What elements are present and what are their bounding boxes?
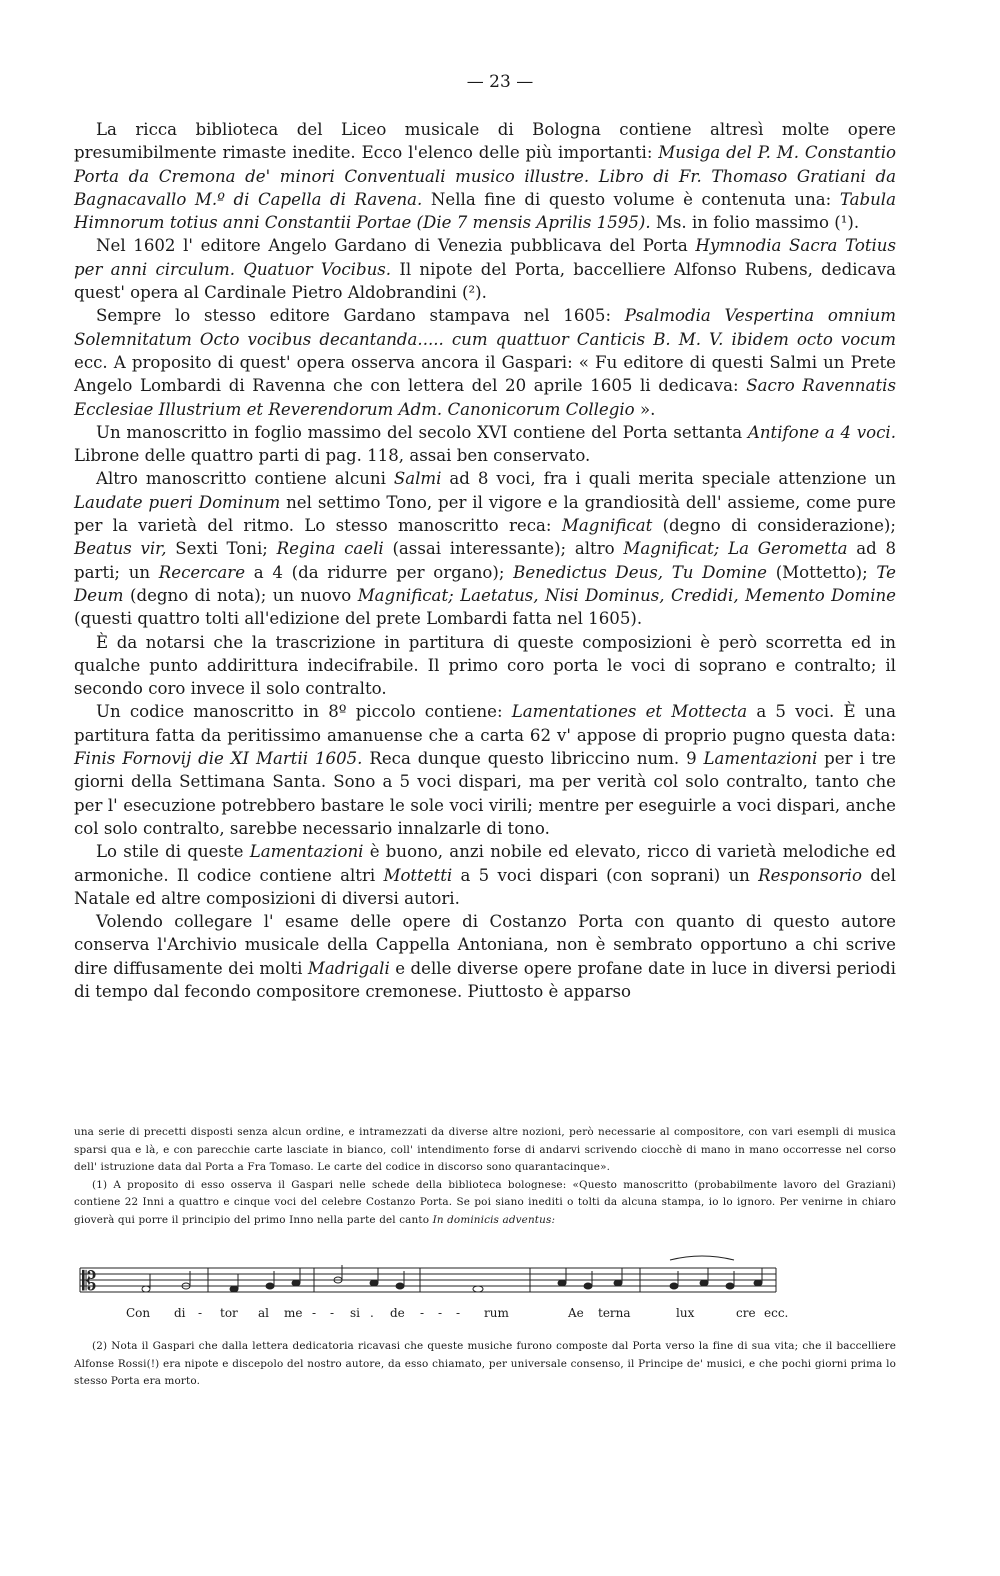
footnotes [74, 1124, 896, 1229]
italic-title: Lamentazioni [703, 749, 818, 769]
lyric-syllable: - [420, 1306, 425, 1320]
italic-title: Salmi [393, 469, 442, 489]
text-run: Altro manoscritto contiene alcuni [96, 469, 394, 489]
italic-title: Beatus vir, [74, 539, 167, 559]
body-text [74, 118, 896, 1003]
lyric-syllable: tor [220, 1306, 238, 1320]
lyric-syllable: lux [676, 1306, 695, 1320]
text-run: (questi quattro tolti all'edizione del prete Lombardi fatta nel 1605). [74, 609, 643, 629]
text-run: ad 8 voci, fra i quali merita speciale attenzione un [441, 469, 896, 489]
music-notes [142, 1265, 762, 1292]
text-run: Volendo collegare l' esame delle opere di Costanzo Porta con quanto di questo autore conserva l'Archivio musicale della Cappella Antoniana, non è sembrato opportuno a chi scrive dire diffusamente dei molti [74, 912, 896, 978]
italic-title: Laudate pueri Dominum [74, 492, 281, 512]
italic-title: Antifone a 4 voci. [747, 422, 896, 442]
slur-mark [670, 1256, 734, 1260]
footnote-1 [74, 1177, 896, 1230]
italic-title: In dominicis adventus: [432, 1213, 556, 1226]
paragraph [74, 467, 896, 630]
lyric-syllable: si [350, 1306, 360, 1320]
footnote-2-block [74, 1338, 896, 1391]
text-run: è buono, anzi nobile ed elevato, ricco di varietà melodiche ed armoniche. Il codice contiene altri [74, 842, 896, 885]
italic-title: Te Deum [74, 562, 897, 605]
text-run: ». [634, 399, 656, 419]
lyric-syllable: Con [126, 1306, 151, 1320]
lyric-syllable: - [330, 1306, 335, 1320]
paragraph [74, 304, 896, 420]
lyric-syllable: Ae [568, 1306, 584, 1320]
italic-title: Sacro Ravennatis Ecclesiae Illustrium et Reverendorum Adm. Canonicorum Collegio [74, 376, 896, 419]
lyric-syllable: rum [484, 1306, 509, 1320]
italic-title: Regina caeli [276, 539, 384, 559]
italic-title: Lamentationes et Mottecta [511, 702, 748, 722]
text-run: ecc. A proposito di quest' opera osserva ancora il Gaspari: « Fu editore di questi Salmi un Prete Angelo Lombardi di Ravenna che con lettera del 20 aprile 1605 li dedicava: [74, 352, 896, 396]
lyric-syllable: me [284, 1306, 303, 1320]
italic-title: Benedictus Deus, Tu Domine [513, 562, 768, 582]
lyric-syllable: al [258, 1306, 269, 1320]
text-run: Un codice manoscritto in 8º piccolo contiene: [96, 702, 512, 722]
text-run: (degno di considerazione); [652, 516, 896, 536]
footnote-2: (2) Nota il Gaspari che dalla lettera dedicatoria ricavasi che queste musiche furono composte dal Porta verso la fine di sua vita; che il baccelliere Alfonse Rossi(!) era nipote e discepolo del nostro autore, da esso chiamato, per universale consenso, il Principe de' musici, e che pochi giorni prima lo stesso Porta era morto. [74, 1340, 896, 1387]
text-run: (assai interessante); altro [383, 539, 624, 559]
footnote-continuation: una serie di precetti disposti senza alcun ordine, e intramezzati da diverse altre nozioni, però necessarie al compositore, con vari esempli di musica sparsi qua e là, e con parecchie carte lasciate in bianco, coll' intendimento forse di andarvi scrivendo ciocchè di mano in mano occorresse nel corso dell' istruzione data dal Porta a Fra Tomaso. Le carte del codice in discorso sono quarantacinque». [74, 1126, 896, 1173]
text-run: Nella fine di questo volume è contenuta una: [422, 189, 840, 209]
lyric-syllable: di [174, 1306, 186, 1320]
italic-title: Hymnodia Sacra Totius per anni circulum. Quatuor Vocibus. [74, 236, 896, 279]
italic-title: Madrigali [307, 958, 390, 978]
italic-title: Magnificat [561, 516, 653, 536]
lyric-syllable: de [390, 1306, 405, 1320]
lyric-syllable: cre [736, 1306, 756, 1320]
lyric-syllable: terna [598, 1306, 631, 1320]
text-run: (1) A proposito di esso osserva il Gaspari nelle schede della biblioteca bolognese: «Questo manoscritto (probabilmente lavoro del Graziani) contiene 22 Inni a quattro e cinque voci del celebre Costanzo Porta. Se poi siano inediti o tolti da alcuna stampa, io lo ignoro. Per venirne in chiaro gioverà qui porre il principio del primo Inno nella parte del canto [74, 1178, 896, 1226]
lyric-syllable: - [198, 1306, 203, 1320]
paragraph [74, 700, 896, 840]
italic-title: Tabula Himnorum totius anni Constantii Portae (Die 7 mensis Aprilis 1595). [74, 189, 896, 233]
text-run: a 5 voci. È una partitura fatta da peritissimo amanuense che a carta 62 v' appose di proprio pugno questa data: [74, 702, 896, 745]
text-run: Il nipote del Porta, baccelliere Alfonso Rubens, dedicava quest' opera al Cardinale Pietro Aldobrandini (²). [74, 259, 896, 303]
lyric-syllable: ecc. [764, 1306, 789, 1320]
lyric-syllable: . [370, 1306, 374, 1320]
text-run: Ms. in folio massimo (¹). [650, 213, 860, 233]
paragraph [74, 421, 896, 468]
text-run: Nel 1602 l' editore Angelo Gardano di Venezia pubblicava del Porta [96, 236, 696, 256]
text-run: Lo stile di queste [96, 842, 250, 862]
text-run: Reca dunque questo libriccino num. 9 [362, 749, 704, 769]
italic-title: Musiga del P. M. Constantio Porta da Cremona de' minori Conventuali musico illustre. Libro di Fr. Thomaso Gratiani da Bagnacavallo M.º di Capella di Ravena. [74, 143, 896, 209]
italic-title: Recercare [158, 562, 246, 582]
italic-title: Psalmodia Vespertina omnium Solemnitatum Octo vocibus decantanda..... cum quattuor Canticis B. M. V. ibidem octo vocum [74, 306, 897, 349]
text-run: a 4 (da ridurre per organo); [245, 562, 514, 582]
text-run: ad 8 parti; un [74, 539, 897, 582]
lyric-syllable: - [312, 1306, 317, 1320]
lyric-syllable: - [438, 1306, 443, 1320]
paragraph [74, 910, 896, 1003]
text-run: Sexti Toni; [166, 539, 277, 559]
italic-title: Lamentazioni [249, 842, 364, 862]
lyric-syllable: - [456, 1306, 461, 1320]
text-run: e delle diverse opere profane date in luce in diversi periodi di tempo dal fecondo compositore cremonese. Piuttosto è apparso [74, 958, 896, 1001]
text-run: del Natale ed altre composizioni di diversi autori. [74, 865, 896, 908]
text-run: nel settimo Tono, per il vigore e la grandiosità dell' assieme, come pure per la varietà del ritmo. Lo stesso manoscritto reca: [74, 492, 896, 536]
italic-title: Responsorio [758, 865, 862, 885]
text-run: La ricca biblioteca del Liceo musicale di Bologna contiene altresì molte opere presumibilmente rimaste inedite. Ecco l'elenco delle più importanti: [74, 120, 896, 163]
italic-title: Finis Fornovij die XI Martii 1605. [74, 749, 363, 769]
music-example [74, 1252, 896, 1330]
text-run: Librone delle quattro parti di pag. 118, assai ben conservato. [74, 446, 591, 466]
text-run: (degno di nota); un nuovo [123, 585, 358, 605]
italic-title: Mottetti [383, 865, 453, 885]
clef-glyph: 𝄡 [82, 1267, 97, 1297]
paragraph [74, 840, 896, 910]
text-run: (Mottetto); [767, 562, 877, 582]
italic-title: Magnificat; Laetatus, Nisi Dominus, Credidi, Memento Domine [357, 585, 897, 605]
text-run: È da notarsi che la trascrizione in partitura di queste composizioni è però scorretta ed in qualche punto addirittura indecifrabile. Il primo coro porta le voci di soprano e contralto; il secondo coro invece il solo contralto. [74, 632, 896, 699]
paragraph [74, 234, 896, 304]
paragraph [74, 631, 896, 701]
text-run: a 5 voci dispari (con soprani) un [452, 865, 759, 885]
page-number: — 23 — [466, 72, 534, 92]
text-run: Un manoscritto in foglio massimo del secolo XVI contiene del Porta settanta [96, 422, 748, 442]
music-staff [74, 1252, 896, 1308]
italic-title: Magnificat; La Gerometta [623, 539, 848, 559]
music-lyrics [74, 1306, 896, 1326]
text-run: per i tre giorni della Settimana Santa. Sono a 5 voci dispari, ma per verità col solo contralto, tanto che per l' esecuzione potrebbero bastare le sole voci virili; mentre per eseguirle a voci dispari, anche col solo contralto, sarebbe necessario innalzarle di tono. [74, 749, 896, 838]
paragraph [74, 118, 896, 234]
text-run: Sempre lo stesso editore Gardano stampava nel 1605: [96, 306, 625, 326]
